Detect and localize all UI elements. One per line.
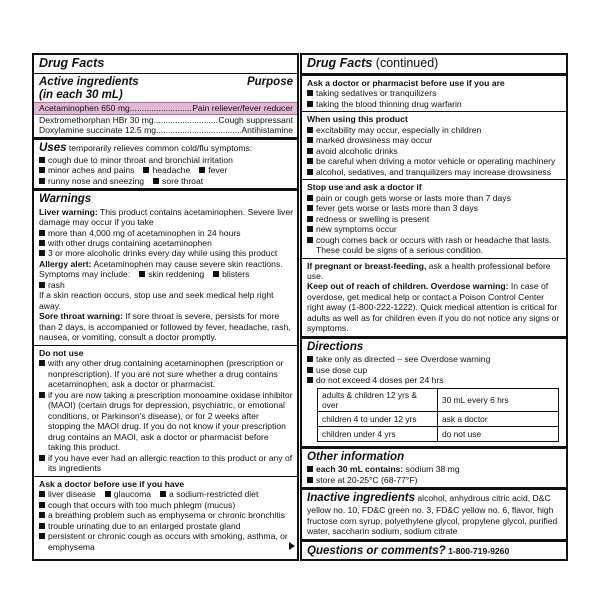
drug-facts-left-panel [32,53,299,561]
age-cell: children 4 to under 12 yrs [318,412,438,427]
ingredient-row [39,125,293,135]
dose-cell: do not use [438,427,559,442]
when-using-item: alcohol, sedatives, and tranquilizers may increase drowsiness [316,166,552,177]
bullet-icon [307,356,313,362]
panel-title: Drug Facts [307,56,373,70]
allergy-alert-text: Acetaminophen may cause severe skin reactions. [93,258,283,269]
bullet-icon [307,477,313,483]
when-using-item: avoid alcoholic drinks [316,145,398,156]
bullet-icon [307,90,313,96]
do-not-use-item: if you are now taking a prescription monoamine oxidase inhibitor (MAOI) (certain drugs for depression, psychiatric, or emotional conditions, or Parkinson's disease), or for 2 weeks after stopping the MAOI drug. If you do not know if your prescription drug contains an MAOI, ask a doctor or pharmacist before taking this product. [48,389,293,453]
bullet-icon [39,502,45,508]
bullet-icon [39,455,45,461]
sore-throat-label: Sore throat warning: [39,311,124,322]
stop-use-item: pain or cough gets worse or lasts more than 7 days [316,192,511,203]
ingredient-purpose: Antihistamine [241,125,293,136]
dosage-table [317,388,559,443]
bullet-icon [39,392,45,398]
sodium-text: sodium 38 mg [405,464,460,475]
ask-pharmacist-heading: Ask a doctor or pharmacist before use if you are [307,77,505,88]
direction-item: use dose cup [316,364,368,375]
condition-item: persistent or chronic cough as occurs with smoking, asthma, or emphysema [48,531,288,552]
bullet-icon [39,240,45,246]
allergy-follow-text: If a skin reaction occurs, stop use and seek medical help right away. [39,290,274,311]
ingredient-row [39,115,293,125]
direction-item: take only as directed – see Overdose warning [316,354,491,365]
bullet-icon [39,282,45,288]
do-not-use-item: with any other drug containing acetaminophen (prescription or nonprescription). If you are not sure whether a drug contains acetaminophen, ask a doctor or pharmacist. [48,358,284,390]
pregnancy-overdose-section [302,259,566,339]
stop-use-item: fever gets worse or lasts more than 3 days [316,203,478,214]
use-item: sore throat [162,175,204,186]
do-not-use-section [34,346,297,477]
condition-item: liver disease [48,489,96,500]
stop-use-item: cough comes back or occurs with rash or headache that lasts. These could be signs of a serious condition. [316,234,552,256]
ingredient-purpose: Cough suppressant [218,114,293,125]
symptom-item: blisters [222,269,250,280]
ingredient-name: Dextromethorphan HBr 30 mg [39,114,154,125]
directions-heading: Directions [307,340,364,353]
bullet-icon [143,167,149,173]
dose-cell: ask a doctor [438,412,559,427]
sore-throat-text: If sore throat is severe, persists for more than 2 days, is accompanied or followed by fever, headache, rash, nausea, or vomiting, consult a doctor promptly. [39,311,291,343]
use-item: minor aches and pains [48,165,135,176]
bullet-icon [39,512,45,518]
when-using-item: marked drowsiness may occur [316,135,433,146]
bullet-icon [39,230,45,236]
uses-section [34,140,297,192]
ingredient-purpose: Pain reliever/fever reducer [192,103,293,114]
bullet-icon [307,158,313,164]
bullet-icon [307,226,313,232]
ask-pharmacist-section [302,76,566,112]
do-not-use-item: if you have ever had an allergic reaction to this product or any of its ingredients [48,452,293,474]
title-section [302,55,566,76]
active-ingredients-section [34,74,297,140]
bullet-icon [307,367,313,373]
bullet-icon [39,157,45,163]
age-cell: children under 4 yrs [318,427,438,442]
dose-cell: 30 mL every 6 hrs [438,388,559,412]
overdose-label: Keep out of reach of children. Overdose warning: [307,281,509,292]
stop-use-item: new symptoms occur [316,224,397,235]
storage-text: store at 20-25°C (68-77°F) [316,474,418,485]
do-not-use-heading: Do not use [39,347,84,358]
table-row [318,388,559,412]
condition-item: glaucoma [113,489,152,500]
when-using-item: excitability may occur, especially in children [316,124,482,135]
pharmacist-item: taking sedatives or tranquilizers [316,88,437,99]
ingredient-row [34,102,297,114]
table-row [318,427,559,442]
bullet-icon [307,169,313,175]
age-cell: adults & children 12 yrs & over [318,388,438,412]
bullet-icon [39,523,45,529]
questions-section [302,542,566,560]
purpose-heading: Purpose [246,75,293,88]
active-ingredients-subheading: (in each 30 mL) [39,88,123,101]
drug-facts-right-panel [300,53,568,561]
inactive-heading: Inactive ingredients [307,492,416,505]
questions-heading: Questions or comments? [307,544,446,557]
pregnant-label: If pregnant or breast-feeding, [307,260,427,271]
bullet-icon [307,205,313,211]
inactive-ingredients-section [302,490,566,542]
overdose-text: In case of overdose, get medical help or contact a Poison Control Center right away (1-800-222-1222). Quick medical attention is critical for adults as well as for children even if you do not notice any signs or symptoms. [307,281,560,334]
bullet-icon [153,178,159,184]
bullet-icon [307,216,313,222]
warnings-section [34,191,297,346]
panel-title-suffix: (continued) [375,56,439,70]
bullet-icon [213,271,219,277]
ask-doctor-section [34,477,297,554]
bullet-icon [139,271,145,277]
bullet-icon [307,237,313,243]
bullet-icon [105,491,111,497]
bullet-icon [39,491,45,497]
when-using-heading: When using this product [307,114,408,125]
sodium-label: each 30 mL contains: [316,464,404,475]
condition-item: a sodium-restricted diet [169,489,259,500]
when-using-section [302,112,566,180]
symptoms-label: Symptoms may include: [39,269,131,280]
use-item: fever [208,165,228,176]
uses-heading: Uses [39,141,67,154]
direction-item: do not exceed 4 doses per 24 hrs [316,375,444,386]
directions-section [302,339,566,449]
condition-item: a breathing problem such as emphysema or chronic bronchitis [48,510,285,521]
use-item: runny nose and sneezing [48,175,145,186]
panel-title: Drug Facts [39,56,105,70]
bullet-icon [307,137,313,143]
symptom-item: rash [48,279,65,290]
bullet-icon [307,101,313,107]
stop-use-heading: Stop use and ask a doctor if [307,182,422,193]
liver-item: with other drugs containing acetaminophen [48,237,212,248]
inactive-text: alcohol, anhydrous citric acid, D&C yellow no. 10, FD&C green no. 3, FD&C yellow no. 6, flavor, high fructose corn syrup, polyethylene glycol, propylene glycol, purified water, saccharin sodium, sodium citrate [307,493,558,537]
uses-intro: temporarily relieves common cold/flu symptoms: [68,142,253,153]
bullet-icon [307,148,313,154]
bullet-icon [39,250,45,256]
bullet-icon [39,167,45,173]
condition-item: trouble urinating due to an enlarged prostate gland [48,520,241,531]
pregnant-text: ask a health professional before use. [307,260,551,281]
bullet-icon [160,491,166,497]
bullet-icon [307,377,313,383]
title-section [34,55,297,74]
liver-item: 3 or more alcoholic drinks every day while using this product [48,248,278,259]
other-info-heading: Other information [307,451,405,464]
bullet-icon [39,360,45,366]
liver-warning-label: Liver warning: [39,206,98,217]
bullet-icon [199,167,205,173]
table-row [318,412,559,427]
liver-item: more than 4,000 mg of acetaminophen in 24 hours [48,227,241,238]
warnings-heading: Warnings [39,193,92,206]
phone-number: 1-800-719-9260 [448,545,510,556]
liver-warning-text: This product contains acetaminophen. Severe liver damage may occur if you take [39,206,293,228]
stop-use-section [302,180,566,258]
ingredient-name: Doxylamine succinate 12.5 mg [39,125,157,136]
bullet-icon [39,178,45,184]
active-ingredients-heading: Active ingredients [39,75,139,88]
when-using-item: be careful when driving a motor vehicle or operating machinery [316,156,556,167]
bullet-icon [307,466,313,472]
bullet-icon [307,127,313,133]
condition-item: cough that occurs with too much phlegm (mucus) [48,499,236,510]
continued-arrow-icon [289,542,295,550]
other-info-section [302,449,566,490]
use-item: headache [152,165,191,176]
ingredient-name: Acetaminophen 650 mg [39,103,130,114]
symptom-item: skin reddening [148,269,205,280]
use-item: cough due to minor throat and bronchial irritation [48,154,233,165]
bullet-icon [39,533,45,539]
allergy-alert-label: Allergy alert: [39,258,92,269]
ask-doctor-heading: Ask a doctor before use if you have [39,478,185,489]
pharmacist-item: taking the blood thinning drug warfarin [316,98,462,109]
bullet-icon [307,195,313,201]
stop-use-item: redness or swelling is present [316,213,430,224]
